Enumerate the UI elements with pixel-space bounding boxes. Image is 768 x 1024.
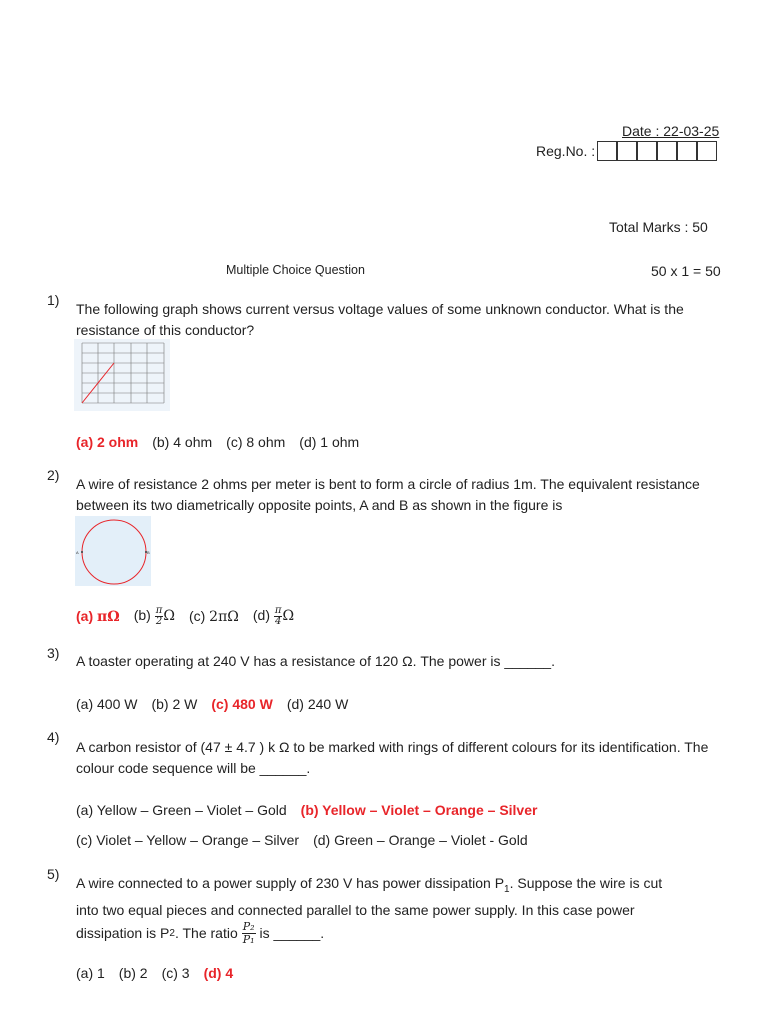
reg-box-3[interactable]: [637, 141, 657, 161]
option-c[interactable]: (c) 480 W: [211, 696, 273, 712]
option-c[interactable]: [189, 608, 239, 625]
option-c-math: 2πΩ: [209, 609, 239, 625]
exam-date: Date : 22-03-25: [622, 123, 720, 139]
option-b[interactable]: (b) 2: [118, 965, 148, 981]
option-b[interactable]: (b) 2 W: [151, 696, 198, 712]
question-text: A toaster operating at 240 V has a resistance of 120 Ω. The power is ______.: [76, 653, 555, 669]
current-voltage-graph: [74, 339, 170, 411]
option-b-math: Ω: [163, 608, 175, 625]
option-c[interactable]: (c) Violet – Yellow – Orange – Silver: [76, 832, 300, 848]
option-d[interactable]: (d) 240 W: [286, 696, 349, 712]
option-a[interactable]: (a) 1: [76, 965, 105, 981]
question-text: The following graph shows current versus voltage values of some unknown conductor. What is the resistance of this conductor?: [76, 301, 684, 338]
option-a[interactable]: (a) 2 ohm: [76, 434, 139, 450]
question-number: 2): [47, 467, 60, 483]
reg-no: [536, 141, 717, 161]
option-d[interactable]: [253, 606, 294, 627]
reg-box-1[interactable]: [597, 141, 617, 161]
question-line-3: dissipation is P 2 . The ratio $\frac{\text{P₂}}{\text{P₁}}$ is ______.: [76, 919, 325, 946]
question-number: 1): [47, 292, 60, 308]
option-b[interactable]: [134, 606, 175, 627]
reg-no-label: Reg.No. :: [536, 143, 596, 159]
options-row: [76, 696, 348, 712]
options-row: [76, 802, 537, 818]
fraction: $\frac{\pi}{4}$: [274, 605, 282, 627]
question-line-2: into two equal pieces and connected parallel to the same power supply. In this case power: [76, 901, 635, 918]
option-d-math: Ω: [282, 608, 295, 625]
option-a-math: πΩ: [97, 609, 120, 625]
section-title: Multiple Choice Question: [226, 263, 365, 277]
question-number: 4): [47, 729, 60, 745]
option-c[interactable]: (c) 3: [161, 965, 190, 981]
options-row: [76, 606, 294, 627]
fraction: $\frac{\pi}{2}$: [155, 605, 163, 627]
option-c[interactable]: (c) 8 ohm: [226, 434, 286, 450]
question-text: [76, 873, 726, 946]
marks-scheme: 50 x 1 = 50: [651, 263, 721, 279]
question-text: A wire of resistance 2 ohms per meter is bent to form a circle of radius 1m. The equivalent resistance between its two diametrically opposite points, A and B as shown in the figure is: [76, 476, 700, 513]
question-line-1: A wire connected to a power supply of 230 V has power dissipation $P_1$. Suppose the wire is cut: [76, 875, 663, 895]
option-a[interactable]: [76, 608, 120, 625]
circle-figure: [75, 516, 151, 586]
options-row: [76, 434, 359, 450]
option-a[interactable]: (a) 400 W: [76, 696, 138, 712]
option-a[interactable]: (a) Yellow – Green – Violet – Gold: [76, 802, 287, 818]
option-d-label: (d): [252, 607, 270, 624]
total-marks: Total Marks : 50: [609, 219, 708, 235]
option-c-label: (c): [188, 608, 206, 624]
option-d[interactable]: (d) Green – Orange – Violet - Gold: [313, 832, 528, 848]
reg-box-4[interactable]: [657, 141, 677, 161]
option-b[interactable]: (b) Yellow – Violet – Orange – Silver: [300, 802, 538, 818]
question-number: 5): [47, 866, 60, 882]
reg-box-6[interactable]: [697, 141, 717, 161]
option-b-label: (b): [133, 607, 151, 624]
option-a-label: (a): [76, 608, 94, 624]
point-a-label: A: [76, 550, 79, 555]
option-d[interactable]: (d) 4: [203, 965, 234, 981]
reg-box-5[interactable]: [677, 141, 697, 161]
ratio-fraction: $\frac{\text{P₂}}{\text{P₁}}$: [242, 919, 255, 946]
question-text: A carbon resistor of (47 ± 4.7 ) k Ω to be marked with rings of different colours for its identification. The colour code sequence will be ______.: [76, 739, 709, 776]
option-b[interactable]: (b) 4 ohm: [152, 434, 213, 450]
options-row: [76, 832, 528, 848]
option-d[interactable]: (d) 1 ohm: [299, 434, 360, 450]
point-b-label: B: [147, 550, 150, 555]
reg-box-2[interactable]: [617, 141, 637, 161]
question-number: 3): [47, 645, 60, 661]
options-row: [76, 965, 233, 981]
